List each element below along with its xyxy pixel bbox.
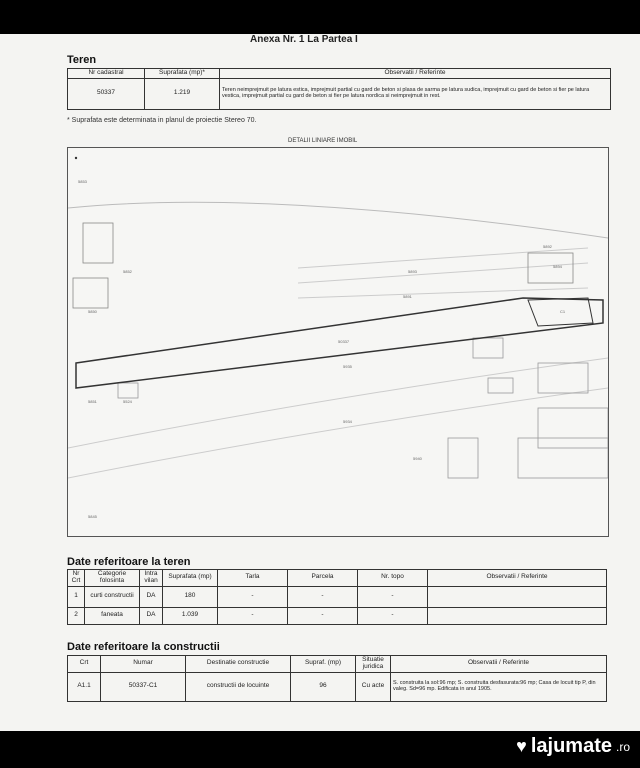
header-nr-crt: Nr Crt — [68, 570, 85, 587]
header-parcela: Parcela — [288, 570, 358, 587]
cell-suprafata: 96 — [291, 672, 356, 701]
plan-label: 5893 — [408, 269, 417, 274]
heart-icon: ♥ — [516, 736, 527, 756]
plan-label: 50337 — [338, 339, 350, 344]
cell-parcela: - — [288, 586, 358, 607]
plan-label: 5935 — [343, 364, 352, 369]
plan-label: 5851 — [88, 399, 97, 404]
plan-label: 5892 — [543, 244, 552, 249]
plan-title: DETALII LINIARE IMOBIL — [288, 138, 358, 144]
brand-tld: .ro — [615, 739, 630, 754]
cadastral-plan — [67, 147, 609, 537]
cell-suprafata: 1.039 — [163, 607, 218, 624]
header-categorie: Categorie folosinta — [85, 570, 140, 587]
cell-nr-cadastral: 50337 — [68, 78, 145, 109]
plan-label: 5853 — [78, 179, 87, 184]
brand-logo[interactable] — [516, 735, 630, 758]
cell-categorie: faneata — [85, 607, 140, 624]
cell-tarla: - — [218, 586, 288, 607]
cell-suprafata: 180 — [163, 586, 218, 607]
cell-topo: - — [358, 607, 428, 624]
teren-note: * Suprafata este determinata in planul de proiectie Stereo 70. — [67, 117, 257, 124]
cell-topo: - — [358, 586, 428, 607]
cell-crt: A1.1 — [68, 672, 101, 701]
header-tarla: Tarla — [218, 570, 288, 587]
cell-crt: 1 — [68, 586, 85, 607]
teren-table — [67, 68, 611, 110]
table-row — [68, 586, 607, 607]
cell-parcela: - — [288, 607, 358, 624]
cell-suprafata: 1.219 — [145, 78, 220, 109]
date-constructii-header-row — [68, 656, 607, 673]
table-row — [68, 607, 607, 624]
plan-label: 5852 — [123, 269, 132, 274]
cell-intravilan: DA — [140, 607, 163, 624]
anexa-title: Anexa Nr. 1 La Partea I — [250, 34, 358, 45]
date-teren-title: Date referitoare la teren — [67, 556, 191, 568]
cell-obs — [428, 607, 607, 624]
header-suprafata: Suprafata (mp)* — [145, 69, 220, 79]
header-observatii: Observatii / Referinte — [391, 656, 607, 673]
date-teren-table — [67, 569, 607, 625]
header-numar: Numar — [101, 656, 186, 673]
table-row — [68, 672, 607, 701]
cell-categorie: curti constructii — [85, 586, 140, 607]
cell-numar: 50337-C1 — [101, 672, 186, 701]
date-constructii-table — [67, 655, 607, 702]
cell-intravilan: DA — [140, 586, 163, 607]
header-observatii: Observatii / Referinte — [220, 69, 611, 79]
plan-drawing — [68, 148, 608, 536]
brand-name: lajumate — [530, 735, 612, 757]
cell-observatii: Teren neimprejmuit pe latura estica, imprejmuit partial cu gard de beton si plasa de sarma pe latura sudica, imprejmuit cu gard de beton si fier pe latura vestica, imprejmuit partial cu gard de beton si fier pe latura nordica si neimprejmuit in rest. — [220, 78, 611, 109]
plan-label: 5524 — [123, 399, 132, 404]
plan-label: 5940 — [413, 456, 422, 461]
cell-situatie: Cu acte — [356, 672, 391, 701]
header-observatii: Observatii / Referinte — [428, 570, 607, 587]
cell-crt: 2 — [68, 607, 85, 624]
plan-label: 5891 — [403, 294, 412, 299]
plan-label: 5850 — [88, 309, 97, 314]
date-teren-header-row — [68, 570, 607, 587]
date-constructii-title: Date referitoare la constructii — [67, 641, 220, 653]
plan-label: 5845 — [88, 514, 97, 519]
header-suprafata: Supraf. (mp) — [291, 656, 356, 673]
header-destinatie: Destinatie constructie — [186, 656, 291, 673]
header-suprafata: Suprafata (mp) — [163, 570, 218, 587]
cell-obs: S. construita la sol:96 mp; S. construita desfasurata:96 mp; Casa de locuit tip P, din valeg. Sd=96 mp. Edificata in anul 1905. — [391, 672, 607, 701]
plan-label: C1 — [560, 309, 566, 314]
cell-obs — [428, 586, 607, 607]
header-nr-topo: Nr. topo — [358, 570, 428, 587]
cell-destinatie: constructii de locuinte — [186, 672, 291, 701]
header-intravilan: Intra vilan — [140, 570, 163, 587]
header-situatie: Situatie juridica — [356, 656, 391, 673]
plan-label: 5894 — [553, 264, 562, 269]
teren-title: Teren — [67, 54, 97, 66]
cell-tarla: - — [218, 607, 288, 624]
header-crt: Crt — [68, 656, 101, 673]
teren-row — [68, 78, 611, 109]
header-nr-cadastral: Nr cadastral — [68, 69, 145, 79]
plan-label: 5934 — [343, 419, 352, 424]
teren-header-row — [68, 69, 611, 79]
document-page — [0, 34, 640, 731]
